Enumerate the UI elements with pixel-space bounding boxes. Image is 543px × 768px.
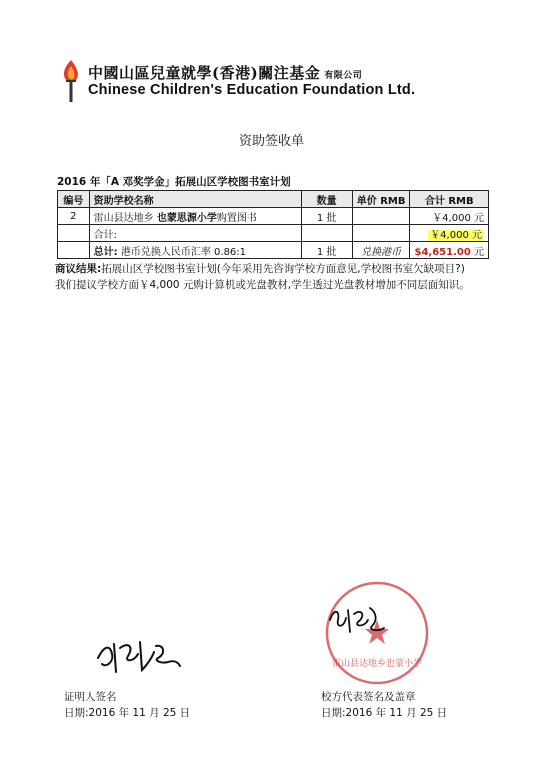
- row-school: [89, 208, 301, 225]
- school-location: 雷山县达地乡: [93, 212, 157, 224]
- notes-line-1: 商议结果:拓展山区学校图书室计划(今年采用先咨询学校方面意见,学校图书室欠缺项目?): [55, 263, 465, 275]
- notes-line-2: 我们提议学校方面￥4,000 元购计算机或光盘教材,学生透过光盘教材增加不同层面知识。: [55, 279, 470, 291]
- torch-flame-icon: [60, 58, 82, 104]
- subtotal-amount-cell: [410, 225, 489, 242]
- subtotal-amount: ￥4,000 元: [430, 229, 482, 241]
- exchange-rate-note: 港币兑换人民币汇率 0.86:1: [120, 246, 247, 258]
- witness-date: 日期:2016 年 11 月 25 日: [64, 707, 191, 719]
- school-representative-signature: [326, 598, 386, 638]
- org-name-english: Chinese Children's Education Foundation Ltd.: [88, 82, 416, 98]
- subtotal-row: [58, 225, 489, 242]
- stamp-text: 雷山县达地乡也蒙小学: [331, 659, 423, 669]
- header-qty: 数量: [301, 191, 352, 208]
- document-title: 资助签收单: [238, 134, 304, 149]
- subtotal-label: 合计:: [89, 225, 301, 242]
- foundation-logo: [60, 58, 440, 108]
- row-price: [352, 208, 410, 225]
- table-row: [58, 208, 489, 225]
- school-name: 也蒙思源小学: [156, 212, 217, 224]
- header-school: 资助学校名称: [89, 191, 301, 208]
- header-total: 合计 RMB: [410, 191, 489, 208]
- school-purpose: 购置图书: [216, 212, 257, 224]
- currency-note: 兑换港币: [352, 242, 410, 259]
- notes-label: 商议结果:: [55, 263, 102, 275]
- grand-total-row: [58, 242, 489, 259]
- row-total: ￥4,000 元: [410, 208, 489, 225]
- funding-table: [57, 190, 489, 259]
- witness-label: 证明人签名: [64, 691, 117, 703]
- grand-amount: $4,651.00: [414, 246, 471, 258]
- grand-total-label: 总计: 港币兑换人民币汇率 0.86:1: [89, 242, 301, 259]
- grand-unit: 元: [474, 246, 484, 258]
- row-qty: 1 批: [301, 208, 352, 225]
- row-no: 2: [58, 208, 90, 225]
- header-price: 单价 RMB: [352, 191, 410, 208]
- grand-amount-cell: [410, 242, 489, 259]
- org-name-chinese: 中國山區兒童就學(香港)關注基金 有限公司: [88, 64, 363, 82]
- org-suffix: 有限公司: [324, 71, 363, 81]
- header-no: 编号: [58, 191, 90, 208]
- witness-signature: [94, 628, 184, 678]
- table-caption: 2016 年「A 邓奖学金」拓展山区学校图书室计划: [57, 176, 291, 188]
- table-header-row: [58, 191, 489, 208]
- school-date: 日期:2016 年 11 月 25 日: [321, 707, 448, 719]
- school-representative-label: 校方代表签名及盖章: [321, 691, 416, 703]
- discussion-result: [55, 261, 495, 293]
- grand-qty: 1 批: [301, 242, 352, 259]
